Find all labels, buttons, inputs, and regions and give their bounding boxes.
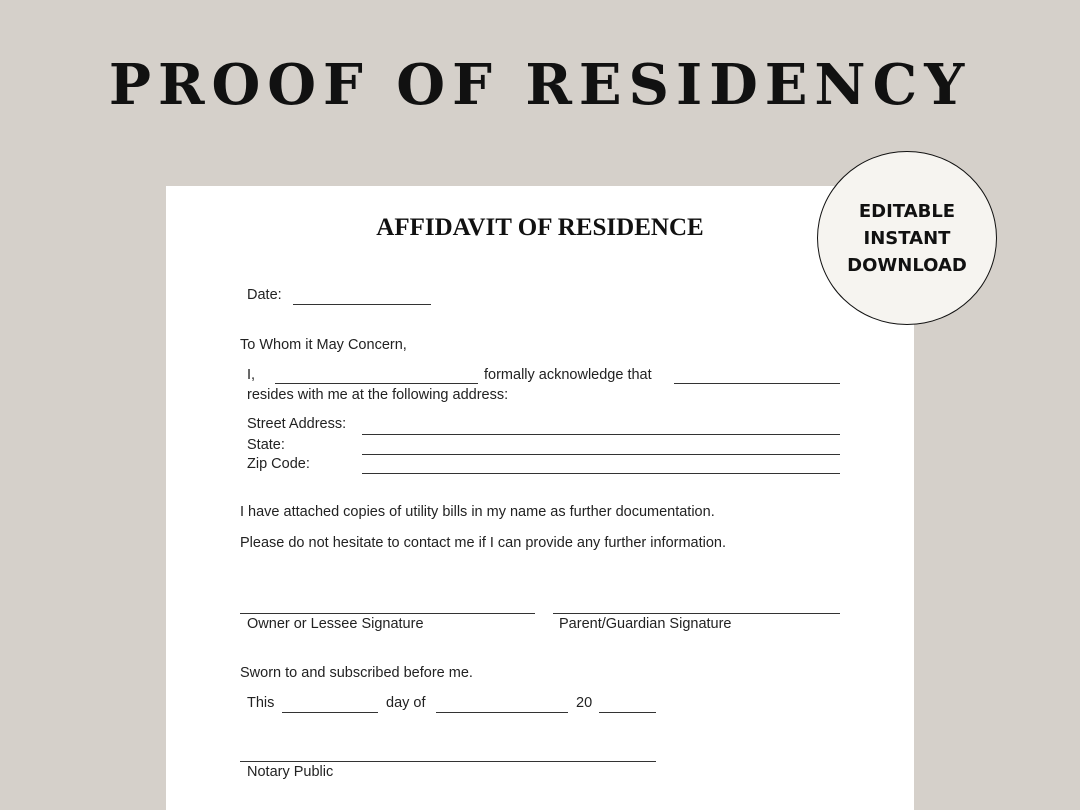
utility-statement: I have attached copies of utility bills in my name as further documentation.: [240, 504, 715, 520]
state-label: State:: [247, 437, 285, 453]
editable-download-badge: [817, 151, 997, 325]
street-address-label: Street Address:: [247, 416, 347, 432]
resident-name-field[interactable]: [674, 383, 840, 384]
date-label: Date:: [247, 287, 282, 303]
contact-statement: Please do not hesitate to contact me if I can provide any further information.: [240, 535, 727, 551]
guardian-signature-field[interactable]: [553, 613, 840, 614]
resides-text: resides with me at the following address:: [247, 387, 509, 403]
street-address-field[interactable]: [362, 434, 840, 435]
declarant-name-field[interactable]: [275, 383, 478, 384]
day-field[interactable]: [282, 712, 378, 713]
year-prefix: 20: [576, 695, 593, 711]
badge-line-download: DOWNLOAD: [847, 254, 967, 276]
affidavit-document: [166, 186, 914, 810]
date-field[interactable]: [293, 304, 431, 305]
zip-code-field[interactable]: [362, 473, 840, 474]
owner-signature-label: Owner or Lessee Signature: [247, 616, 424, 632]
year-field[interactable]: [599, 712, 656, 713]
headline: PROOF OF RESIDENCY: [108, 52, 972, 118]
month-field[interactable]: [436, 712, 568, 713]
acknowledge-text: formally acknowledge that: [484, 367, 652, 383]
guardian-signature-label: Parent/Guardian Signature: [559, 616, 732, 632]
this-label: This: [247, 695, 275, 711]
state-field[interactable]: [362, 454, 840, 455]
i-label: I,: [247, 367, 256, 383]
zip-code-label: Zip Code:: [247, 456, 310, 472]
badge-line-editable: EDITABLE: [858, 200, 956, 222]
notary-public-label: Notary Public: [247, 764, 334, 780]
day-of-label: day of: [386, 695, 426, 711]
sworn-statement: Sworn to and subscribed before me.: [240, 665, 473, 681]
owner-signature-field[interactable]: [240, 613, 535, 614]
document-title: AFFIDAVIT OF RESIDENCE: [376, 214, 704, 241]
badge-line-instant: INSTANT: [863, 227, 951, 249]
notary-signature-field[interactable]: [240, 761, 656, 762]
salutation: To Whom it May Concern,: [240, 337, 407, 353]
